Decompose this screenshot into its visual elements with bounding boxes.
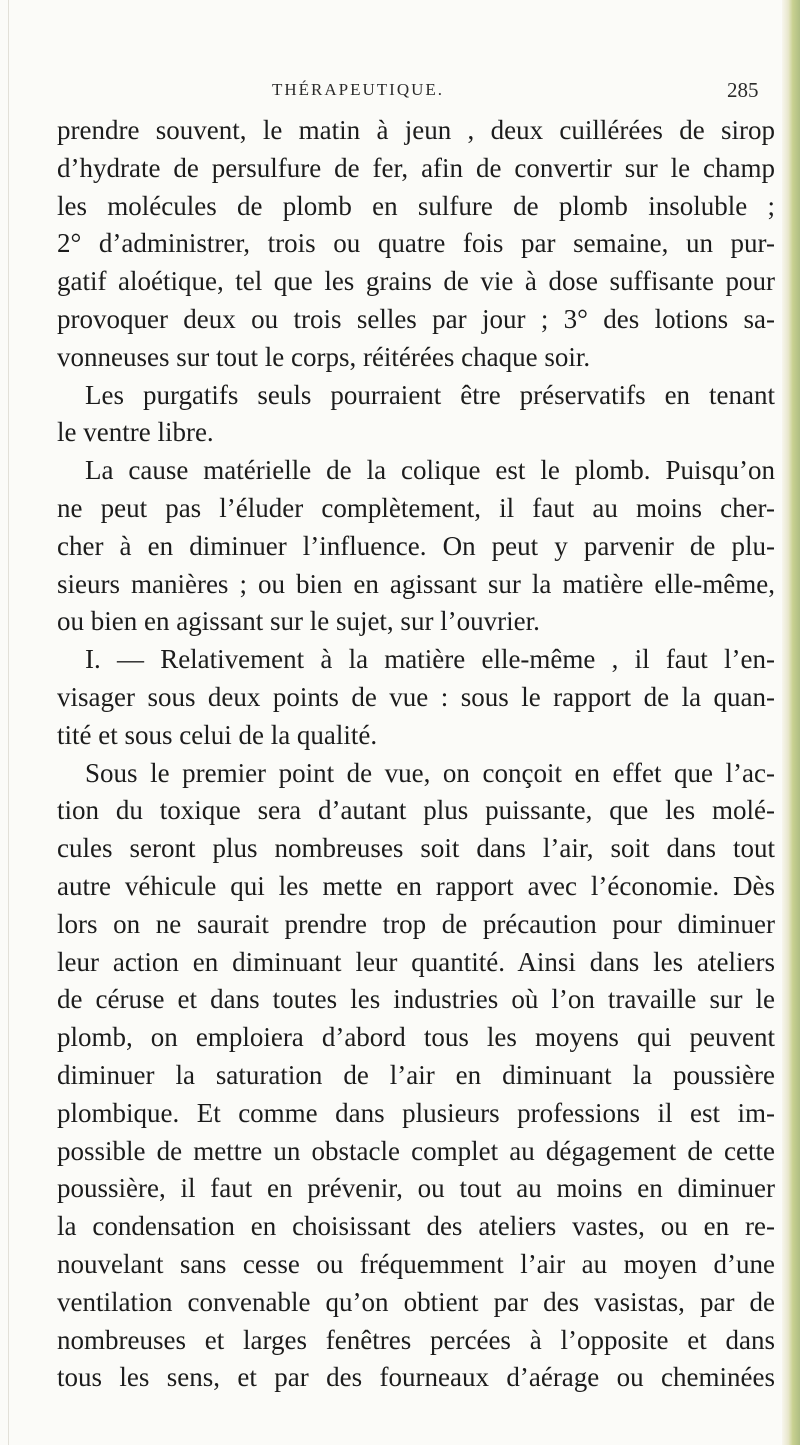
text-line: gatif aloétique, tel que les grains de vie à dose suffisante pour: [57, 266, 775, 297]
text-line: autre véhicule qui les mette en rapport avec l’économie. Dès: [57, 870, 775, 901]
text-line: ne peut pas l’éluder complètement, il faut au moins cher-: [57, 492, 775, 523]
text-line: nouvelant sans cesse ou fréquemment l’air au moyen d’une: [57, 1248, 775, 1279]
page-number: 285: [727, 78, 759, 102]
text-line: ou bien en agissant sur le sujet, sur l’ouvrier.: [57, 606, 540, 637]
text-line: de céruse et dans toutes les industries où l’on travaille sur le: [57, 984, 775, 1015]
text-line: prendre souvent, le matin à jeun , deux cuillérées de sirop: [57, 115, 775, 145]
body-text: [57, 112, 775, 1397]
text-line: vonneuses sur tout le corps, réitérées chaque soir.: [57, 341, 591, 372]
text-line: I. — Relativement à la matière elle-même , il faut l’en-: [85, 644, 775, 675]
running-header: [0, 78, 790, 108]
text-line: cules seront plus nombreuses soit dans l’air, soit dans tout: [57, 833, 775, 864]
text-line: cher à en diminuer l’influence. On peut y parvenir de plu-: [57, 530, 775, 561]
text-line: 2° d’administrer, trois ou quatre fois par semaine, un pur-: [57, 228, 775, 259]
text-line: plombique. Et comme dans plusieurs professions il est im-: [57, 1097, 775, 1128]
text-line: La cause matérielle de la colique est le plomb. Puisqu’on: [85, 455, 775, 486]
text-line: lors on ne saurait prendre trop de précaution pour diminuer: [57, 908, 775, 939]
text-line: poussière, il faut en prévenir, ou tout au moins en diminuer: [57, 1173, 775, 1204]
text-line: tous les sens, et par des fourneaux d’aérage ou cheminées: [57, 1362, 775, 1393]
text-line: tité et sous celui de la qualité.: [57, 719, 378, 750]
text-line: la condensation en choisissant des ateliers vastes, ou en re-: [57, 1211, 775, 1242]
text-line: tion du toxique sera d’autant plus puissante, que les molé-: [57, 795, 775, 826]
text-line: provoquer deux ou trois selles par jour ; 3° des lotions sa-: [57, 303, 775, 334]
text-line: ventilation convenable qu’on obtient par des vasistas, par de: [57, 1286, 775, 1317]
text-line: possible de mettre un obstacle complet au dégagement de cette: [57, 1135, 775, 1166]
text-line: diminuer la saturation de l’air en diminuant la poussière: [57, 1059, 775, 1090]
text-line: sieurs manières ; ou bien en agissant sur la matière elle-même,: [57, 568, 775, 599]
text-line: leur action en diminuant leur quantité. Ainsi dans les ateliers: [57, 946, 775, 977]
text-line: le ventre libre.: [57, 417, 214, 448]
text-line: visager sous deux points de vue : sous le rapport de la quan-: [57, 681, 775, 712]
text-line: les molécules de plomb en sulfure de plomb insoluble ;: [57, 190, 775, 221]
running-title: THÉRAPEUTIQUE.: [272, 80, 445, 99]
text-line: d’hydrate de persulfure de fer, afin de convertir sur le champ: [57, 152, 775, 183]
page-fold-line: [8, 0, 9, 1445]
text-line: Les purgatifs seuls pourraient être préservatifs en tenant: [85, 379, 775, 410]
text-line: nombreuses et larges fenêtres percées à l’opposite et dans: [57, 1324, 775, 1355]
text-line: Sous le premier point de vue, on conçoit en effet que l’ac-: [85, 757, 775, 788]
page-edge-stain: [782, 0, 800, 1445]
text-line: plomb, on emploiera d’abord tous les moyens qui peuvent: [57, 1022, 775, 1053]
